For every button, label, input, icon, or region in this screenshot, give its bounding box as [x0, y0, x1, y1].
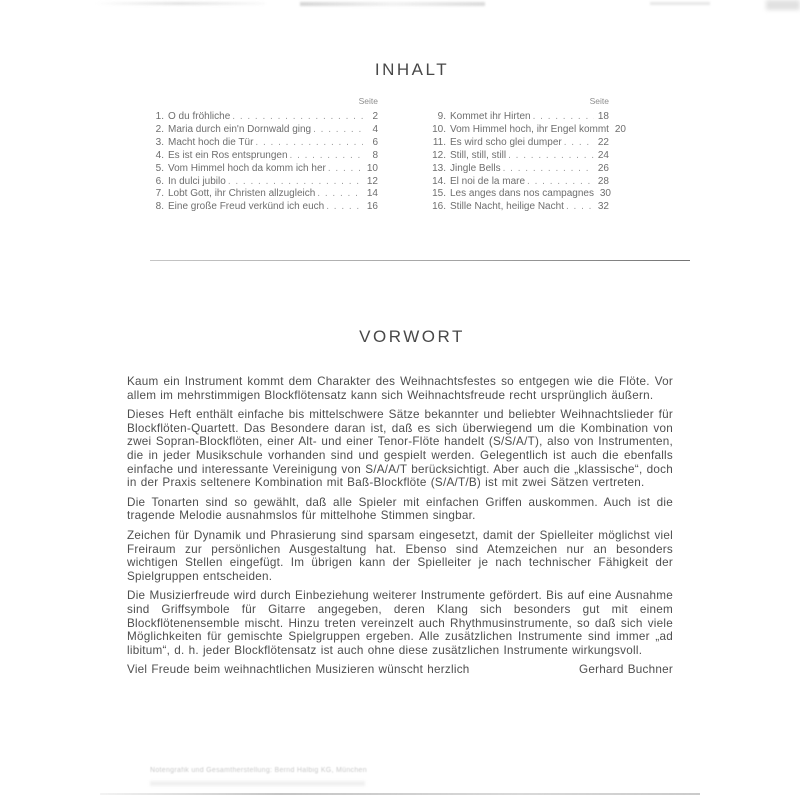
dot-leader — [328, 163, 363, 176]
toc-entry-page: 28 — [597, 175, 609, 187]
vorwort-paragraph: Kaum ein Instrument kommt dem Charakter des Weihnachtsfestes so entgegen wie die Flöte. Vor allem im mehrstimmigen Blockflötensatz kann sich Weihnachtsfreude recht ursprünglich äußern. — [127, 375, 673, 402]
toc-entry-title: El noi de la mare — [450, 175, 526, 187]
seite-column-header: Seite — [589, 96, 609, 106]
toc-column-right — [428, 96, 626, 214]
toc-entry-number: 12. — [432, 149, 446, 161]
toc-entry-title: Still, still, still — [450, 149, 507, 161]
toc-entry-page: 26 — [597, 162, 609, 174]
dot-leader — [228, 176, 363, 189]
closing-row — [127, 663, 673, 677]
toc-entry-number: 1. — [155, 111, 164, 122]
vorwort-paragraph: Dieses Heft enthält einfache bis mittelschwere Sätze bekannter und beliebter Weihnachtslieder für Blockflöten-Quartett. Das Besondere daran ist, daß es sich überwiegend um die Kombination von zwei Sopran-Blockflöten, einer Alt- und einer Tenor-Flöte handelt (S/S/A/T), also von Instrumenten, die in jeder Musikschule vorhanden sind und gespielt werden. Gelegentlich ist auch die ebenfalls einfache und interessante Vereinigung von S/A/A/T berücksichtigt. Aber auch die „klassische“, doch in der Praxis seltenere Kombination mit Baß-Blockflöte (S/A/T/B) ist mit zwei Sätzen vertreten. — [127, 408, 673, 490]
toc-entry — [428, 150, 609, 163]
dot-leader — [317, 188, 363, 201]
vorwort-paragraph: Zeichen für Dynamik und Phrasierung sind sparsam eingesetzt, damit der Spielleiter möglichst viel Freiraum zur persönlichen Ausgestaltung hat. Ebenso sind Atemzeichen nur an besonders wichtigen Stellen eingefügt. Im übrigen kann der Spielleiter je nach technischer Fähigkeit der Spielgruppen entscheiden. — [127, 528, 673, 583]
toc-entry — [150, 150, 378, 163]
dot-leader — [527, 176, 594, 189]
toc-entry-number: 3. — [155, 136, 164, 148]
scan-edge-artifact — [95, 2, 265, 5]
toc-entry-page: 18 — [597, 111, 609, 122]
seite-column-header: Seite — [358, 96, 378, 106]
toc-entry-page: 6 — [372, 136, 378, 148]
toc-entry-title: O du fröhliche — [168, 111, 231, 122]
toc-entry-page: 12 — [366, 175, 378, 187]
toc-entry-title: Macht hoch die Tür — [168, 136, 254, 148]
dot-leader — [255, 137, 363, 150]
page-bottom-edge — [100, 793, 700, 795]
dot-leader — [564, 137, 594, 150]
scan-edge-artifact — [300, 2, 485, 6]
toc-entry-page: 14 — [366, 188, 378, 200]
dot-leader — [533, 111, 594, 124]
toc-entry-number: 11. — [432, 136, 446, 148]
section-divider-rule — [150, 260, 690, 261]
toc-entry-number: 2. — [155, 123, 164, 135]
toc-entry — [150, 163, 378, 176]
vorwort-paragraph: Die Musizierfreude wird durch Einbeziehung weiterer Instrumente gefördert. Bis auf eine Ausnahme sind Griffsymbole für Gitarre angegeben, deren Klang sich besonders gut mit einem Blockflötenensemble mischt. Hinzu treten vereinzelt auch Rhythmusinstrumente, so daß sich viele Möglichkeiten für gemischte Spielgruppen ergeben. Alle zusätzlichen Instrumente sind immer „ad libitum“, d. h. jeder Blockflötensatz ist auch ohne diese zusätzlichen Instrumente wirkungsvoll. — [127, 589, 673, 657]
author-name: Gerhard Buchner — [578, 663, 673, 677]
toc-entry-number: 16. — [432, 201, 446, 213]
toc-entry-page: 8 — [372, 149, 378, 161]
toc-entry-number: 14. — [432, 175, 446, 187]
toc-column-left — [150, 96, 378, 214]
dot-leader — [503, 163, 594, 176]
toc-entry-title: Eine große Freud verkünd ich euch — [168, 201, 325, 213]
toc-entry-number: 6. — [155, 175, 164, 187]
toc-entry-number: 5. — [155, 162, 164, 174]
vorwort-heading: VORWORT — [359, 327, 465, 346]
toc-entry-title: Es ist ein Ros entsprungen — [168, 149, 288, 161]
dot-leader — [508, 150, 594, 163]
toc-entry-title: Stille Nacht, heilige Nacht — [450, 201, 564, 213]
toc-entry-title: Vom Himmel hoch da komm ich her — [168, 162, 326, 174]
toc-entry-number: 10. — [432, 123, 446, 135]
scan-corner-artifact — [766, 0, 800, 10]
vorwort-paragraph: Die Tonarten sind so gewählt, daß alle Spieler mit einfachen Griffen auskommen. Auch ist die tragende Melodie ausnahmslos für mittelhohe Stimmen singbar. — [127, 495, 673, 523]
toc-entry-number: 8. — [155, 201, 164, 213]
toc-entry-number: 13. — [432, 162, 446, 174]
toc-entry-title: Kommet ihr Hirten — [450, 111, 531, 122]
toc-entry-number: 15. — [432, 188, 446, 200]
toc-entry-number: 9. — [437, 111, 446, 122]
inhalt-heading: INHALT — [374, 60, 450, 79]
toc-entry-page: 2 — [372, 111, 378, 122]
dot-leader — [566, 201, 594, 214]
toc-entry-number: 4. — [155, 149, 164, 161]
toc-entry-page: 32 — [597, 201, 609, 213]
toc-entry-title: Les anges dans nos campagnes — [450, 188, 594, 200]
toc-entry — [150, 111, 378, 124]
dot-leader — [290, 150, 363, 163]
dot-leader — [313, 124, 363, 137]
toc-entry-page: 24 — [597, 149, 609, 161]
dot-leader — [326, 201, 363, 214]
toc-entry — [150, 176, 378, 189]
imprint-line: Notengrafik und Gesamtherstellung: Bernd Halbig KG, München — [150, 767, 367, 774]
toc-entry — [428, 163, 609, 176]
toc-entry — [150, 137, 378, 150]
toc-entry-title: Maria durch ein'n Dornwald ging — [168, 123, 312, 135]
toc-entry — [150, 201, 378, 214]
closing-wish-text: Viel Freude beim weihnachtlichen Musizieren wünscht herzlich — [127, 663, 470, 677]
toc-entry — [428, 137, 609, 150]
toc-entry — [428, 176, 609, 189]
toc-entry-page: 4 — [372, 123, 378, 135]
toc-entry-page: 10 — [366, 162, 378, 174]
toc-entry — [428, 123, 626, 137]
toc-entry — [428, 111, 609, 124]
toc-entry-title: Jingle Bells — [450, 162, 501, 174]
scan-edge-artifact — [650, 2, 710, 5]
toc-entry-page: 30 — [599, 188, 611, 200]
toc-entry-page: 20 — [614, 123, 626, 135]
toc-entry-page: 16 — [366, 201, 378, 213]
toc-entry-title: Lobt Gott, ihr Christen allzugleich — [168, 188, 316, 200]
dot-leader — [232, 111, 363, 124]
vorwort-body — [127, 375, 673, 677]
toc-entry — [150, 188, 378, 201]
toc-entry — [428, 201, 609, 214]
toc-entry-title: Vom Himmel hoch, ihr Engel kommt — [450, 123, 609, 135]
toc-entry-title: In dulci jubilo — [168, 175, 226, 187]
toc-entry — [150, 124, 378, 137]
toc-entry-page: 22 — [597, 136, 609, 148]
toc-entry-number: 7. — [155, 188, 164, 200]
toc-entry — [428, 188, 609, 201]
toc-entry-title: Es wird scho glei dumper — [450, 136, 562, 148]
scan-edge-texture — [150, 781, 365, 786]
